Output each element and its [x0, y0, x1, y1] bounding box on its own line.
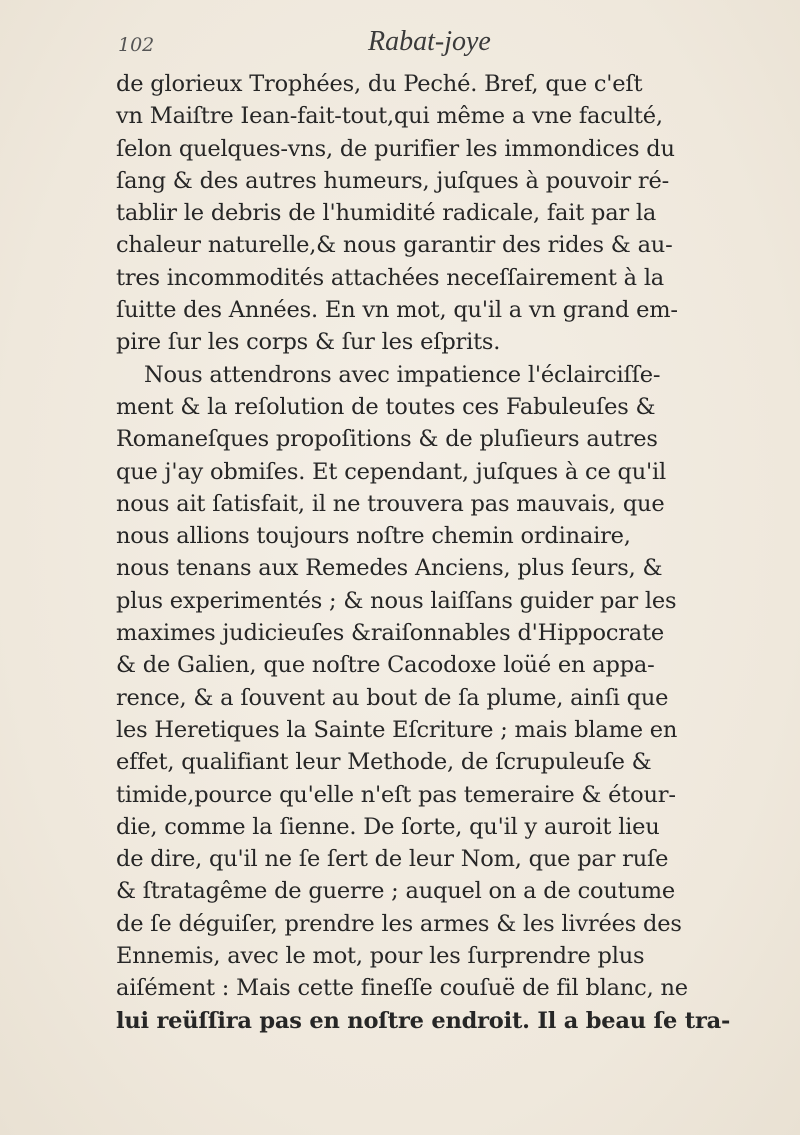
text-line: Ennemis, avec le mot, pour les ſurprendre plus [116, 943, 645, 970]
text-line: les Heretiques la Sainte Eſcriture ; mais blame en [116, 716, 678, 743]
paragraph-start-line: Nous attendrons avec impatience l'éclairciſſe- [144, 361, 661, 388]
text-line: rence, & a ſouvent au bout de ſa plume, ainſi que [116, 684, 669, 711]
text-line: que j'ay obmiſes. Et cependant, juſques à ce qu'il [116, 458, 666, 485]
text-line: nous tenans aux Remedes Anciens, plus ſeurs, & [116, 555, 663, 582]
text-line: de dire, qu'il ne ſe ſert de leur Nom, que par ruſe [116, 846, 669, 873]
text-line: ment & la reſolution de toutes ces Fabuleuſes & [116, 393, 656, 420]
text-line: aiſément : Mais cette fineſſe couſuë de fil blanc, ne [116, 975, 688, 1002]
text-line: tres incommodités attachées neceſſairement à la [116, 264, 665, 291]
text-line: die, comme la ſienne. De ſorte, qu'il y auroit lieu [116, 813, 660, 840]
text-line: tablir le debris de l'humidité radicale, fait par la [116, 200, 657, 227]
text-line: & ſtratagême de guerre ; auquel on a de coutume [116, 878, 675, 905]
text-line: chaleur naturelle,& nous garantir des rides & au- [116, 232, 673, 259]
text-line: de ſe déguiſer, prendre les armes & les livrées des [116, 910, 682, 937]
text-line: & de Galien, que noſtre Cacodoxe loüé en appa- [116, 652, 655, 679]
text-line: ſelon quelques-vns, de purifier les immondices du [116, 135, 675, 162]
text-line: effet, qualifiant leur Methode, de ſcrupuleuſe & [116, 749, 652, 776]
text-line: ſang & des autres humeurs, juſques à pouvoir ré- [116, 167, 669, 194]
text-line: de glorieux Trophées, du Peché. Bref, que c'eſt [116, 71, 643, 97]
running-head: Rabat-joye [368, 26, 491, 57]
body-text [116, 68, 760, 1037]
text-line: ſuitte des Années. En vn mot, qu'il a vn grand em- [116, 297, 678, 324]
text-line: timide,pource qu'elle n'eſt pas temeraire & étour- [116, 781, 676, 808]
page-header [118, 26, 758, 66]
text-line: pire ſur les corps & ſur les eſprits. [116, 329, 501, 356]
text-line: lui reüſſira pas en noſtre endroit. Il a beau ſe tra- [116, 1007, 731, 1034]
text-line: Romaneſques propoſitions & de pluſieurs autres [116, 426, 658, 453]
text-line: vn Maiſtre Iean-fait-tout,qui même a vne faculté, [116, 103, 663, 130]
text-line: nous ait ſatisfait, il ne trouvera pas mauvais, que [116, 490, 665, 517]
page-number: 102 [118, 34, 155, 56]
text-line: maximes judicieuſes &raiſonnables d'Hippocrate [116, 620, 664, 647]
text-line: plus experimentés ; & nous laiſſans guider par les [116, 587, 677, 614]
text-line: nous allions toujours noſtre chemin ordinaire, [116, 523, 631, 550]
